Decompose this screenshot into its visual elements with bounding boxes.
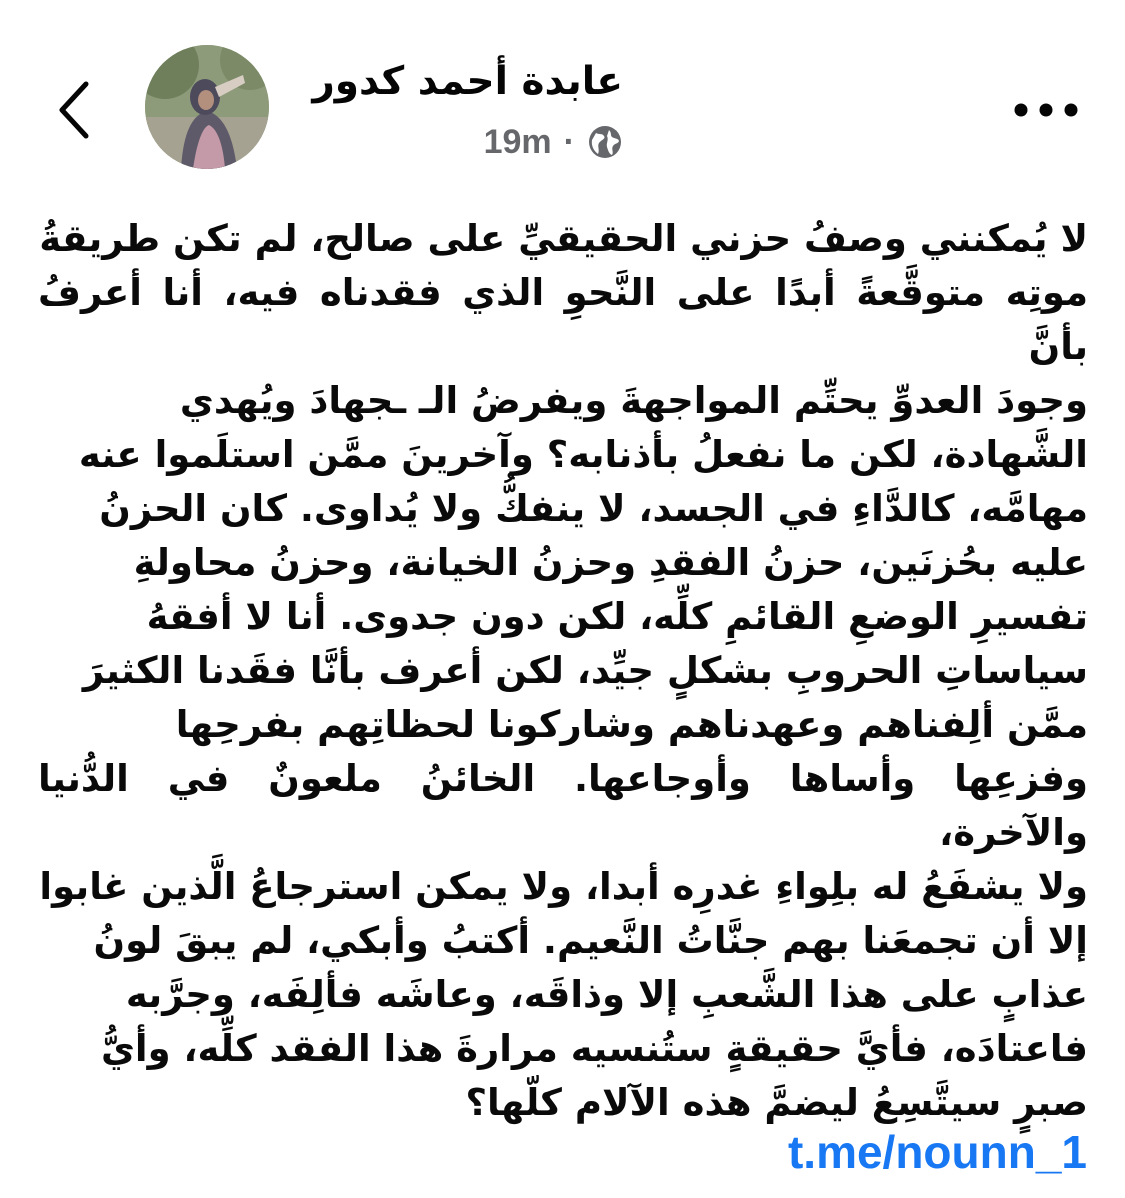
post-meta <box>312 114 623 170</box>
post-time[interactable]: 19m <box>483 122 552 161</box>
post-header <box>0 0 1125 200</box>
post-link[interactable]: t.me/nounn_1 <box>787 1126 1087 1178</box>
meta-separator: · <box>563 122 575 161</box>
post-body-text: لا يُمكنني وصفُ حزني الحقيقيِّ على صالح، لم تكن طريقةُ موتِه متوقَّعةً أبدًا على النَّحوِ الذي فقدناه فيه، أنا أعرفُ بأنَّ وجودَ العدوِّ يحتِّم المواجهةَ ويفرضُ الـ ـجهادَ ويُهدي الشَّهادة، لكن ما نفعلُ بأذنابه؟ وآخرينَ ممَّن استلَموا عنه مهامَّه، كالدَّاءِ في الجسد، لا ينفكُّ ولا يُداوى. كان الحزنُ عليه بحُزنَين، حزنُ الفقدِ وحزنُ الخيانة، وحزنُ محاولةِ تفسيرِ الوضعِ القائمِ كلِّه، لكن دون جدوى. أنا لا أفقهُ سياساتِ الحروبِ بشكلٍ جيِّد، لكن أعرف بأنَّا فقَدنا الكثيرَ ممَّن ألِفناهم وعهدناهم وشاركونا لحظاتِهم بفرحِها وفزعِها وأساها وأوجاعها. الخائنُ ملعونٌ في الدُّنيا والآخرة، ولا يشفَعُ له بلِواءِ غدرِه أبدا، ولا يمكن استرجاعُ الَّذين غابوا إلا أن تجمعَنا بهم جنَّاتُ النَّعيم. أكتبُ وأبكي، لم يبقَ لونُ عذابٍ على هذا الشَّعبِ إلا وذاقَه، وعاشَه فألِفَه، وجرَّبه فاعتادَه، فأيَّ حقيقةٍ ستُنسيه مرارةَ هذا الفقد كلِّه، وأيُّ صبرٍ سيتَّسِعُ ليضمَّ هذه الآلام كلّها؟ <box>38 217 1088 1124</box>
author-info <box>312 52 623 170</box>
avatar[interactable] <box>145 45 269 169</box>
more-horizontal-icon <box>1011 100 1081 120</box>
author-name[interactable]: عابدة أحمد كدور <box>312 59 623 104</box>
globe-icon <box>587 124 623 160</box>
back-button[interactable] <box>44 72 104 148</box>
more-options-button[interactable] <box>1008 86 1084 134</box>
chevron-left-icon <box>56 80 92 140</box>
avatar-photo <box>145 45 269 169</box>
